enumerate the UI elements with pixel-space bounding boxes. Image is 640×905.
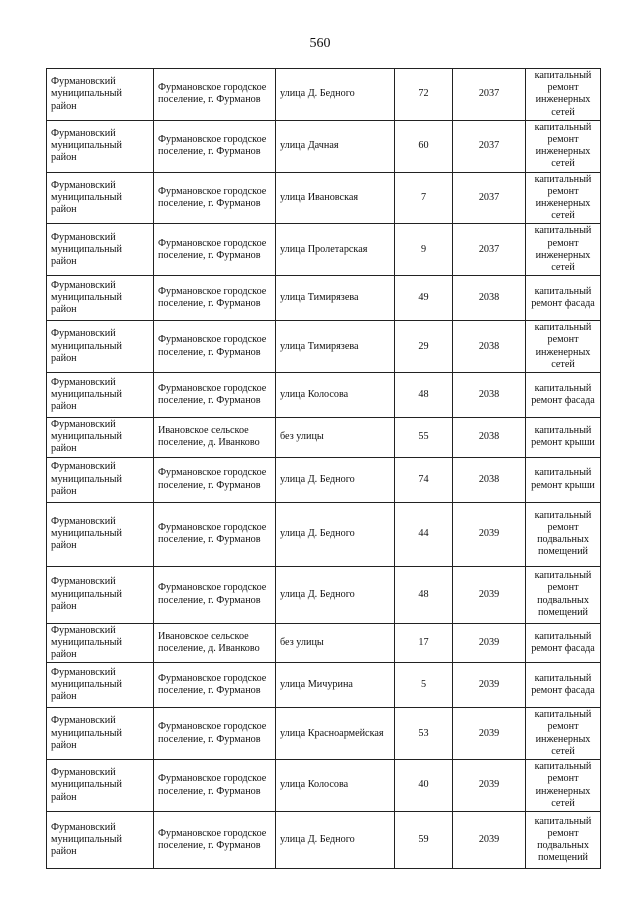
year-cell: 2038 bbox=[453, 321, 526, 373]
settlement-cell: Фурмановское городское поселение, г. Фурманов bbox=[154, 566, 276, 623]
street-cell: улица Колосова bbox=[276, 373, 395, 418]
street-cell: улица Мичурина bbox=[276, 663, 395, 708]
street-cell: без улицы bbox=[276, 418, 395, 458]
settlement-cell: Ивановское сельское поселение, д. Иванково bbox=[154, 623, 276, 663]
settlement-cell: Ивановское сельское поселение, д. Иванково bbox=[154, 418, 276, 458]
settlement-cell: Фурмановское городское поселение, г. Фурманов bbox=[154, 373, 276, 418]
work-type-cell: капитальный ремонт фасада bbox=[526, 276, 601, 321]
house-number-cell: 29 bbox=[395, 321, 453, 373]
table-row bbox=[47, 172, 601, 224]
house-number-cell: 60 bbox=[395, 120, 453, 172]
settlement-cell: Фурмановское городское поселение, г. Фурманов bbox=[154, 457, 276, 502]
year-cell: 2037 bbox=[453, 172, 526, 224]
district-cell: Фурмановский муниципальный район bbox=[47, 224, 154, 276]
work-type-cell: капитальный ремонт подвальных помещений bbox=[526, 811, 601, 868]
table-row bbox=[47, 811, 601, 868]
work-type-cell: капитальный ремонт крыши bbox=[526, 418, 601, 458]
house-number-cell: 59 bbox=[395, 811, 453, 868]
settlement-cell: Фурмановское городское поселение, г. Фурманов bbox=[154, 663, 276, 708]
table-row bbox=[47, 276, 601, 321]
settlement-cell: Фурмановское городское поселение, г. Фурманов bbox=[154, 172, 276, 224]
repair-schedule-table bbox=[46, 68, 601, 869]
year-cell: 2037 bbox=[453, 224, 526, 276]
year-cell: 2037 bbox=[453, 120, 526, 172]
table-row bbox=[47, 502, 601, 566]
year-cell: 2039 bbox=[453, 623, 526, 663]
street-cell: улица Колосова bbox=[276, 760, 395, 812]
district-cell: Фурмановский муниципальный район bbox=[47, 623, 154, 663]
house-number-cell: 53 bbox=[395, 708, 453, 760]
district-cell: Фурмановский муниципальный район bbox=[47, 172, 154, 224]
district-cell: Фурмановский муниципальный район bbox=[47, 276, 154, 321]
work-type-cell: капитальный ремонт фасада bbox=[526, 373, 601, 418]
district-cell: Фурмановский муниципальный район bbox=[47, 566, 154, 623]
table-row bbox=[47, 373, 601, 418]
house-number-cell: 5 bbox=[395, 663, 453, 708]
street-cell: улица Красноармейская bbox=[276, 708, 395, 760]
work-type-cell: капитальный ремонт фасада bbox=[526, 623, 601, 663]
house-number-cell: 49 bbox=[395, 276, 453, 321]
street-cell: улица Тимирязева bbox=[276, 276, 395, 321]
settlement-cell: Фурмановское городское поселение, г. Фурманов bbox=[154, 760, 276, 812]
table-row bbox=[47, 457, 601, 502]
year-cell: 2038 bbox=[453, 373, 526, 418]
table-row bbox=[47, 418, 601, 458]
district-cell: Фурмановский муниципальный район bbox=[47, 69, 154, 121]
district-cell: Фурмановский муниципальный район bbox=[47, 120, 154, 172]
district-cell: Фурмановский муниципальный район bbox=[47, 811, 154, 868]
house-number-cell: 48 bbox=[395, 566, 453, 623]
work-type-cell: капитальный ремонт инженерных сетей bbox=[526, 760, 601, 812]
district-cell: Фурмановский муниципальный район bbox=[47, 321, 154, 373]
work-type-cell: капитальный ремонт инженерных сетей bbox=[526, 224, 601, 276]
work-type-cell: капитальный ремонт инженерных сетей bbox=[526, 69, 601, 121]
work-type-cell: капитальный ремонт подвальных помещений bbox=[526, 566, 601, 623]
district-cell: Фурмановский муниципальный район bbox=[47, 708, 154, 760]
house-number-cell: 9 bbox=[395, 224, 453, 276]
table-row bbox=[47, 120, 601, 172]
table-row bbox=[47, 224, 601, 276]
table-row bbox=[47, 708, 601, 760]
work-type-cell: капитальный ремонт инженерных сетей bbox=[526, 708, 601, 760]
district-cell: Фурмановский муниципальный район bbox=[47, 373, 154, 418]
year-cell: 2039 bbox=[453, 708, 526, 760]
house-number-cell: 55 bbox=[395, 418, 453, 458]
work-type-cell: капитальный ремонт инженерных сетей bbox=[526, 321, 601, 373]
year-cell: 2038 bbox=[453, 418, 526, 458]
district-cell: Фурмановский муниципальный район bbox=[47, 502, 154, 566]
street-cell: улица Тимирязева bbox=[276, 321, 395, 373]
settlement-cell: Фурмановское городское поселение, г. Фурманов bbox=[154, 811, 276, 868]
street-cell: улица Дачная bbox=[276, 120, 395, 172]
settlement-cell: Фурмановское городское поселение, г. Фурманов bbox=[154, 224, 276, 276]
work-type-cell: капитальный ремонт инженерных сетей bbox=[526, 120, 601, 172]
year-cell: 2039 bbox=[453, 811, 526, 868]
settlement-cell: Фурмановское городское поселение, г. Фурманов bbox=[154, 708, 276, 760]
settlement-cell: Фурмановское городское поселение, г. Фурманов bbox=[154, 69, 276, 121]
table-row bbox=[47, 566, 601, 623]
work-type-cell: капитальный ремонт подвальных помещений bbox=[526, 502, 601, 566]
year-cell: 2039 bbox=[453, 760, 526, 812]
house-number-cell: 17 bbox=[395, 623, 453, 663]
work-type-cell: капитальный ремонт инженерных сетей bbox=[526, 172, 601, 224]
page-number: 560 bbox=[309, 36, 331, 51]
district-cell: Фурмановский муниципальный район bbox=[47, 663, 154, 708]
year-cell: 2039 bbox=[453, 566, 526, 623]
house-number-cell: 48 bbox=[395, 373, 453, 418]
settlement-cell: Фурмановское городское поселение, г. Фурманов bbox=[154, 502, 276, 566]
street-cell: улица Д. Бедного bbox=[276, 566, 395, 623]
street-cell: улица Д. Бедного bbox=[276, 69, 395, 121]
work-type-cell: капитальный ремонт фасада bbox=[526, 663, 601, 708]
house-number-cell: 72 bbox=[395, 69, 453, 121]
district-cell: Фурмановский муниципальный район bbox=[47, 457, 154, 502]
year-cell: 2039 bbox=[453, 502, 526, 566]
district-cell: Фурмановский муниципальный район bbox=[47, 760, 154, 812]
street-cell: улица Ивановская bbox=[276, 172, 395, 224]
work-type-cell: капитальный ремонт крыши bbox=[526, 457, 601, 502]
street-cell: улица Пролетарская bbox=[276, 224, 395, 276]
house-number-cell: 44 bbox=[395, 502, 453, 566]
table-row bbox=[47, 321, 601, 373]
street-cell: улица Д. Бедного bbox=[276, 811, 395, 868]
settlement-cell: Фурмановское городское поселение, г. Фурманов bbox=[154, 120, 276, 172]
table-row bbox=[47, 69, 601, 121]
table-row bbox=[47, 663, 601, 708]
year-cell: 2037 bbox=[453, 69, 526, 121]
year-cell: 2038 bbox=[453, 276, 526, 321]
year-cell: 2038 bbox=[453, 457, 526, 502]
house-number-cell: 7 bbox=[395, 172, 453, 224]
street-cell: улица Д. Бедного bbox=[276, 502, 395, 566]
district-cell: Фурмановский муниципальный район bbox=[47, 418, 154, 458]
settlement-cell: Фурмановское городское поселение, г. Фурманов bbox=[154, 276, 276, 321]
table-row bbox=[47, 760, 601, 812]
house-number-cell: 74 bbox=[395, 457, 453, 502]
table-body bbox=[47, 69, 601, 869]
year-cell: 2039 bbox=[453, 663, 526, 708]
table-row bbox=[47, 623, 601, 663]
street-cell: улица Д. Бедного bbox=[276, 457, 395, 502]
house-number-cell: 40 bbox=[395, 760, 453, 812]
street-cell: без улицы bbox=[276, 623, 395, 663]
settlement-cell: Фурмановское городское поселение, г. Фурманов bbox=[154, 321, 276, 373]
